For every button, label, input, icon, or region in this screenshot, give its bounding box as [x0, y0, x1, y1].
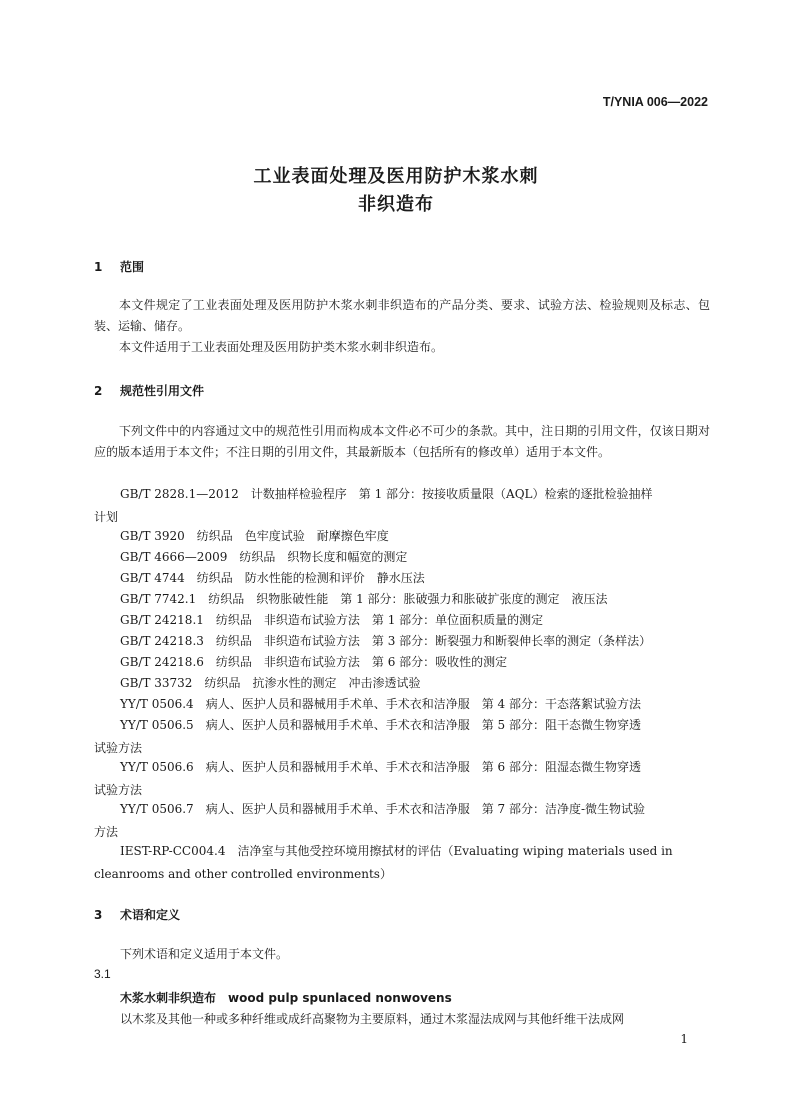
section-number: 2: [94, 384, 103, 398]
section-title: 范围: [120, 260, 145, 274]
section-1-heading: [94, 258, 144, 275]
reference-item: GB/T 7742.1 纺织品 织物胀破性能 第 1 部分：胀破强力和胀破扩张度的测定 液压法: [120, 592, 608, 606]
scope-paragraph-2: 本文件适用于工业表面处理及医用防护类木浆水刺非织造布。: [119, 340, 444, 354]
reference-item: YY/T 0506.5 病人、医护人员和器械用手术单、手术衣和洁净服 第 5 部分：阻干态微生物穿透: [120, 718, 641, 732]
reference-item: IEST-RP-CC004.4 洁净室与其他受控环境用擦拭材的评估（Evaluating wiping materials used in: [120, 844, 673, 858]
reference-item-continuation: 试验方法: [94, 741, 143, 755]
terms-intro: 下列术语和定义适用于本文件。: [120, 947, 289, 961]
reference-item-continuation: 计划: [94, 510, 119, 524]
section-number: 1: [94, 260, 103, 274]
reference-item: YY/T 0506.6 病人、医护人员和器械用手术单、手术衣和洁净服 第 6 部分：阻湿态微生物穿透: [120, 760, 641, 774]
reference-item: GB/T 24218.1 纺织品 非织造布试验方法 第 1 部分：单位面积质量的测定: [120, 613, 544, 627]
document-title-line-2: 非织造布: [358, 194, 434, 215]
reference-item: GB/T 4744 纺织品 防水性能的检测和评价 静水压法: [120, 571, 425, 585]
page-number: 1: [680, 1032, 688, 1046]
references-intro: 下列文件中的内容通过文中的规范性引用而构成本文件必不可少的条款。其中，注日期的引用文件，仅该日期对应的版本适用于本文件；不注日期的引用文件，其最新版本（包括所有的修改单）适用于本文件。: [94, 424, 710, 459]
term-definition: 以木浆及其他一种或多种纤维或成纤高聚物为主要原料，通过木浆湿法成网与其他纤维干法成网: [120, 1012, 625, 1026]
reference-item: YY/T 0506.7 病人、医护人员和器械用手术单、手术衣和洁净服 第 7 部分：洁净度-微生物试验: [120, 802, 646, 816]
scope-paragraph-1: 本文件规定了工业表面处理及医用防护木浆水刺非织造布的产品分类、要求、试验方法、检验规则及标志、包装、运输、储存。: [94, 298, 710, 333]
section-3-heading: [94, 906, 180, 923]
clause-number: 3.1: [94, 967, 111, 981]
reference-item: GB/T 3920 纺织品 色牢度试验 耐摩擦色牢度: [120, 529, 389, 543]
section-title: 术语和定义: [120, 908, 181, 922]
reference-item: YY/T 0506.4 病人、医护人员和器械用手术单、手术衣和洁净服 第 4 部分：干态落絮试验方法: [120, 697, 641, 711]
reference-item: GB/T 4666—2009 纺织品 织物长度和幅宽的测定: [120, 550, 408, 564]
section-number: 3: [94, 908, 103, 922]
document-number: T/YNIA 006—2022: [602, 95, 708, 109]
reference-item: GB/T 33732 纺织品 抗渗水性的测定 冲击渗透试验: [120, 676, 421, 690]
section-title: 规范性引用文件: [120, 384, 205, 398]
reference-item-continuation: 试验方法: [94, 783, 143, 797]
reference-item-continuation: 方法: [94, 825, 119, 839]
reference-item: GB/T 2828.1—2012 计数抽样检验程序 第 1 部分：按接收质量限（AQL）检索的逐批检验抽样: [120, 487, 653, 501]
reference-item: GB/T 24218.6 纺织品 非织造布试验方法 第 6 部分：吸收性的测定: [120, 655, 508, 669]
document-title-line-1: 工业表面处理及医用防护木浆水刺: [253, 166, 539, 187]
term-entry: 木浆水刺非织造布 wood pulp spunlaced nonwovens: [120, 991, 452, 1005]
reference-item: GB/T 24218.3 纺织品 非织造布试验方法 第 3 部分：断裂强力和断裂伸长率的测定（条样法）: [120, 634, 652, 648]
reference-item-continuation: cleanrooms and other controlled environments）: [94, 867, 392, 881]
section-2-heading: [94, 382, 204, 399]
